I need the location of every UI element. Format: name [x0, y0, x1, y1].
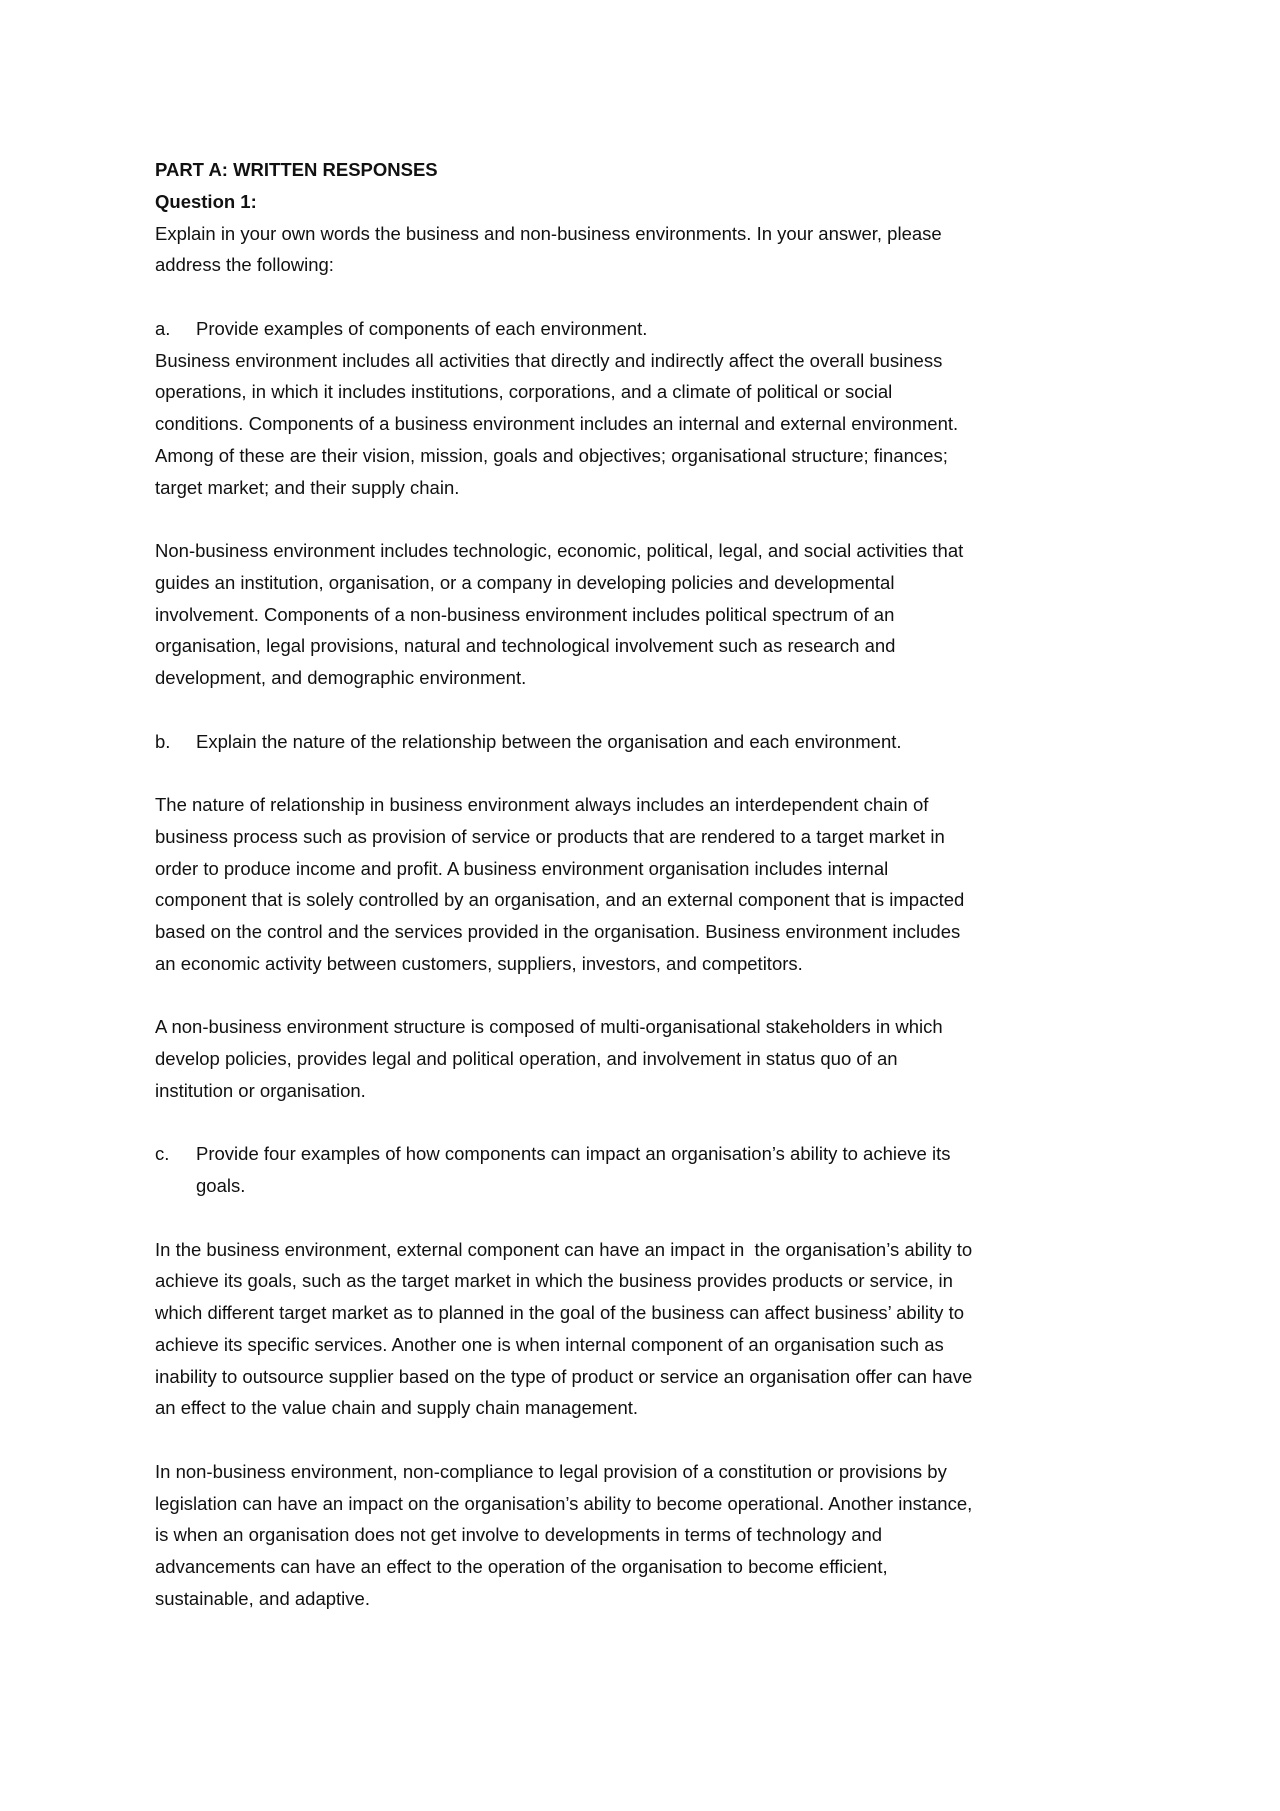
part-heading: PART A: WRITTEN RESPONSES [155, 159, 438, 180]
text-line: organisation, legal provisions, natural and technological involvement such as research and [155, 635, 896, 657]
text-line: Non-business environment includes technologic, economic, political, legal, and social activities that [155, 540, 964, 561]
text-line: institution or organisation. [155, 1079, 366, 1101]
paragraph [155, 1234, 1155, 1425]
paragraph [155, 1011, 1155, 1106]
text-line: involvement. Components of a non-business environment includes political spectrum of an [155, 603, 895, 625]
text-line: Explain the nature of the relationship between the organisation and each environment. [196, 730, 902, 752]
list-item-label: a. [155, 317, 171, 339]
blank-line [155, 503, 1155, 535]
blank-line [155, 694, 1155, 726]
text-line: Among of these are their vision, mission, goals and objectives; organisational structure; finances; [155, 444, 948, 466]
text-line: develop policies, provides legal and political operation, and involvement in status quo of an [155, 1048, 898, 1069]
list-item-text [196, 726, 1155, 758]
text-line: development, and demographic environment. [155, 667, 527, 688]
paragraph [155, 535, 1155, 694]
text-line: The nature of relationship in business environment always includes an interdependent chain of [155, 794, 929, 815]
paragraph [155, 789, 1155, 980]
question-title: Question 1: [155, 190, 257, 212]
text-line: which different target market as to planned in the goal of the business can affect business’ ability to [155, 1302, 965, 1323]
text-line: guides an institution, organisation, or a company in developing policies and developmental [155, 571, 895, 593]
text-line: component that is solely controlled by an organisation, and an external component that is impacted [155, 889, 965, 911]
text-line: sustainable, and adaptive. [155, 1587, 370, 1609]
blank-line [155, 1107, 1155, 1139]
blank-line [155, 980, 1155, 1012]
blank-line [155, 1202, 1155, 1234]
list-item [155, 313, 1155, 345]
paragraph [155, 345, 1155, 504]
text-line: goals. [196, 1175, 246, 1196]
text-line: based on the control and the services provided in the organisation. Business environment includes [155, 921, 961, 942]
document-page [155, 154, 1155, 1615]
text-line: operations, in which it includes institutions, corporations, and a climate of political or social [155, 381, 893, 403]
paragraph [155, 1456, 1155, 1615]
list-item-label: b. [155, 730, 171, 752]
list-item [155, 1138, 1155, 1202]
blank-line [155, 1424, 1155, 1456]
list-item-text [196, 1138, 1155, 1202]
list-item-text [196, 313, 1155, 345]
text-line: is when an organisation does not get involve to developments in terms of technology and [155, 1524, 883, 1546]
text-line: achieve its specific services. Another one is when internal component of an organisation such as [155, 1333, 944, 1355]
text-line: achieve its goals, such as the target market in which the business provides products or service, in [155, 1270, 953, 1292]
text-line: address the following: [155, 254, 334, 276]
text-line: A non-business environment structure is composed of multi-organisational stakeholders in which [155, 1016, 943, 1038]
text-line: an economic activity between customers, suppliers, investors, and competitors. [155, 952, 803, 974]
document-body [155, 218, 1155, 1615]
text-line: legislation can have an impact on the organisation’s ability to become operational. Another instance, [155, 1492, 973, 1514]
blank-line [155, 757, 1155, 789]
text-line: Provide four examples of how components can impact an organisation’s ability to achieve its [196, 1143, 951, 1165]
list-item-label: c. [155, 1143, 170, 1165]
text-line: In the business environment, external component can have an impact in the organisation’s ability to [155, 1238, 973, 1260]
text-line: Provide examples of components of each environment. [196, 317, 648, 339]
text-line: In non-business environment, non-compliance to legal provision of a constitution or provisions by [155, 1460, 947, 1482]
text-line: order to produce income and profit. A business environment organisation includes internal [155, 857, 889, 879]
text-line: Business environment includes all activities that directly and indirectly affect the overall business [155, 349, 943, 371]
text-line: an effect to the value chain and supply chain management. [155, 1397, 639, 1419]
text-line: advancements can have an effect to the operation of the organisation to become efficient, [155, 1556, 888, 1577]
text-line: inability to outsource supplier based on the type of product or service an organisation offer can have [155, 1365, 973, 1387]
text-line: Explain in your own words the business and non-business environments. In your answer, please [155, 222, 942, 244]
text-line: conditions. Components of a business environment includes an internal and external environment. [155, 413, 959, 434]
text-line: business process such as provision of service or products that are rendered to a target market in [155, 825, 945, 847]
blank-line [155, 281, 1155, 313]
text-line: target market; and their supply chain. [155, 476, 460, 498]
list-item [155, 726, 1155, 758]
paragraph [155, 218, 1155, 282]
